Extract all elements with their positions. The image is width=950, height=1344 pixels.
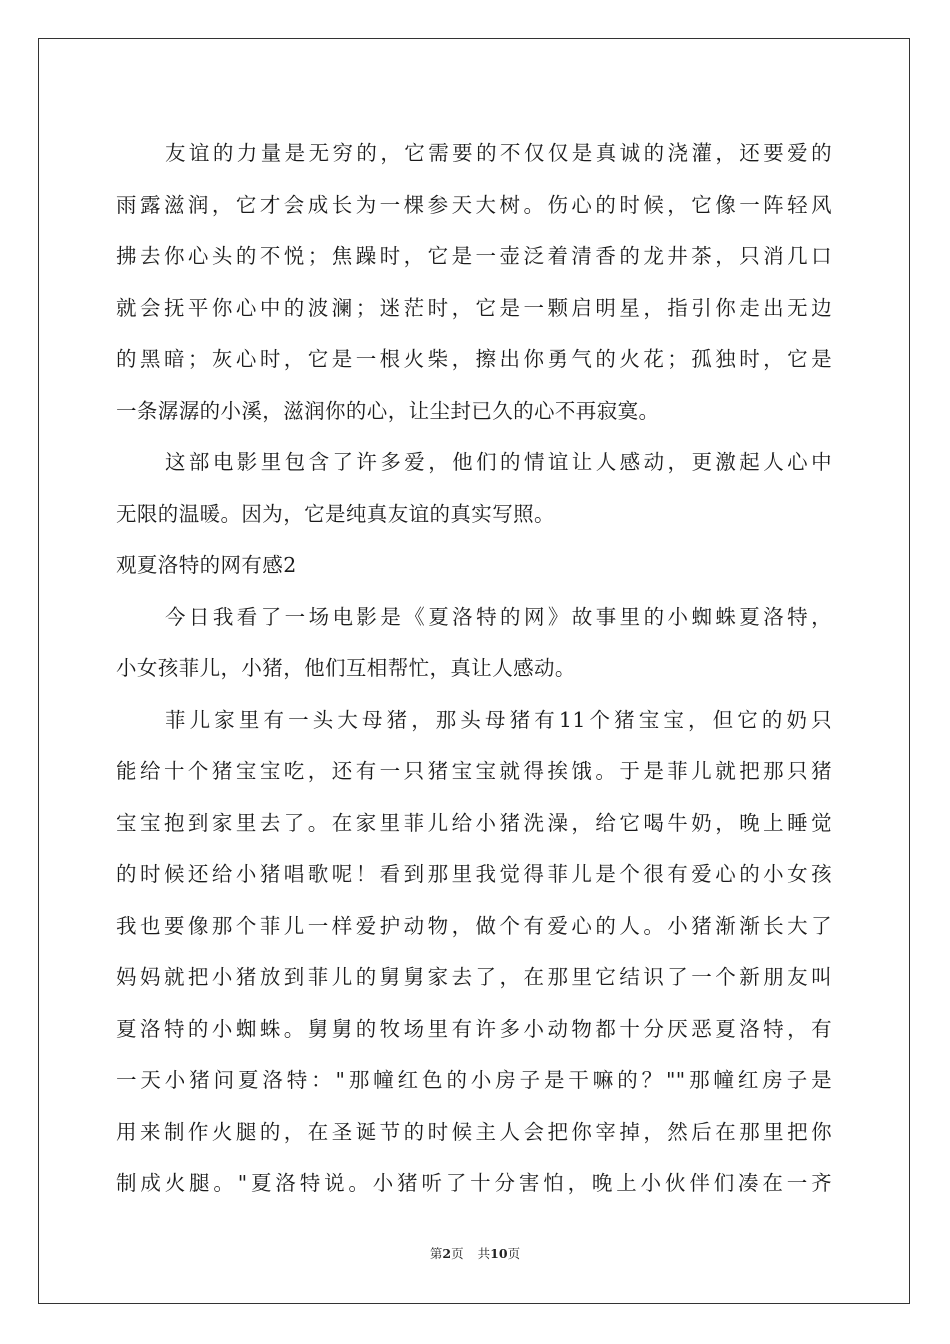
text-line: 今日我看了一场电影是《夏洛特的网》故事里的小蜘蛛夏洛特， — [165, 604, 832, 629]
footer-page-suffix: 页 — [451, 1246, 464, 1261]
text-line: 一天小猪问夏洛特："那幢红色的小房子是干嘛的？""那幢红房子是 — [116, 1068, 832, 1092]
text-line: 友谊的力量是无穷的，它需要的不仅仅是真诚的浇灌，还要爱的 — [165, 141, 832, 165]
footer-page-number: 2 — [442, 1246, 452, 1261]
text-line: 拂去你心头的不悦；焦躁时，它是一壶泛着清香的龙井茶，只消几口 — [116, 244, 832, 268]
text-line: 能给十个猪宝宝吃，还有一只猪宝宝就得挨饿。于是菲儿就把那只猪 — [116, 759, 832, 783]
document-body — [116, 128, 832, 1210]
text-line: 这部电影里包含了许多爱，他们的情谊让人感动，更激起人心中 — [165, 450, 832, 474]
footer-total-pages: 10 — [490, 1246, 508, 1261]
text-line: 就会抚平你心中的波澜；迷茫时，它是一颗启明星，指引你走出无边 — [116, 295, 832, 320]
footer-total-suffix: 页 — [507, 1246, 521, 1261]
text-line: 妈妈就把小猪放到菲儿的舅舅家去了，在那里它结识了一个新朋友叫 — [116, 965, 832, 989]
text-line: 一条潺潺的小溪，滋润你的心，让尘封已久的心不再寂寞。 — [116, 398, 660, 423]
text-line: 宝宝抱到家里去了。在家里菲儿给小猪洗澡，给它喝牛奶，晚上睡觉 — [116, 810, 832, 835]
text-line: 雨露滋润，它才会成长为一棵参天大树。伤心的时候，它像一阵轻风 — [116, 192, 832, 217]
text-line: 无限的温暖。因为，它是纯真友谊的真实写照。 — [116, 501, 555, 526]
footer-page-prefix: 第 — [429, 1246, 443, 1261]
text-line: 用来制作火腿的，在圣诞节的时候主人会把你宰掉，然后在那里把你 — [116, 1119, 832, 1144]
text-line: 夏洛特的小蜘蛛。舅舅的牧场里有许多小动物都十分厌恶夏洛特，有 — [116, 1016, 832, 1041]
text-line: 的时候还给小猪唱歌呢！看到那里我觉得菲儿是个很有爱心的小女孩 — [116, 862, 832, 886]
text-line: 菲儿家里有一头大母猪，那头母猪有11个猪宝宝，但它的奶只 — [165, 707, 832, 732]
text-line: 观夏洛特的网有感2 — [116, 553, 297, 577]
text-line: 我也要像那个菲儿一样爱护动物，做个有爱心的人。小猪渐渐长大了 — [116, 913, 832, 938]
text-line: 小女孩菲儿，小猪，他们互相帮忙，真让人感动。 — [116, 656, 576, 680]
text-line: 的黑暗；灰心时，它是一根火柴，擦出你勇气的火花；孤独时，它是 — [116, 347, 832, 371]
text-line: 制成火腿。"夏洛特说。小猪听了十分害怕，晚上小伙伴们凑在一齐 — [116, 1171, 832, 1195]
page-footer — [0, 1244, 950, 1262]
footer-total-prefix: 共 — [477, 1246, 491, 1261]
